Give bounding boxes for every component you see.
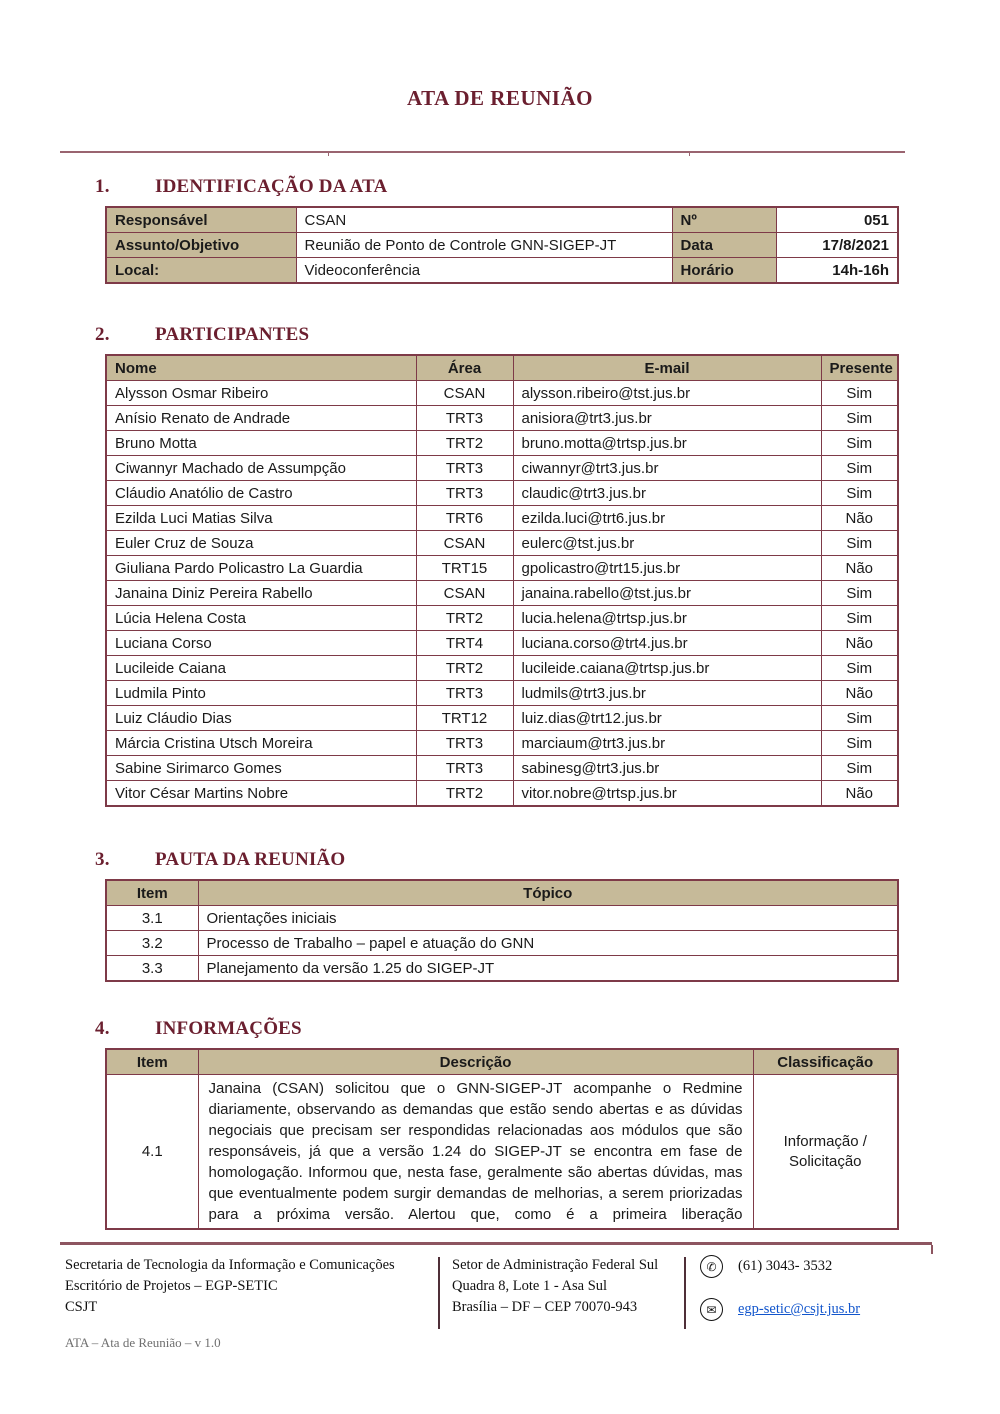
participant-name: Márcia Cristina Utsch Moreira: [106, 731, 416, 756]
field-value: Videoconferência: [296, 258, 672, 284]
participant-area: CSAN: [416, 531, 513, 556]
section-title: IDENTIFICAÇÃO DA ATA: [155, 176, 388, 197]
mail-icon: ✉: [700, 1298, 723, 1321]
participant-area: TRT3: [416, 456, 513, 481]
table-header-row: [106, 880, 898, 906]
participant-name: Janaina Diniz Pereira Rabello: [106, 581, 416, 606]
participant-present: Sim: [821, 531, 898, 556]
column-header-presente: Presente: [821, 355, 898, 381]
information-description: Janaina (CSAN) solicitou que o GNN-SIGEP-JT acompanhe o Redmine diariamente, observando as demandas que estão sendo abertas e as dúvidas negociais que precisam ser respondidas relacionadas aos módulos que são responsáveis, já que a versão 1.24 do SIGEP-JT se encontra em fase de homologação. Informou que, nesta fase, geralmente são abertas dúvidas, mas que eventualmente podem surgir demandas de melhorias, a serem priorizadas para a próxima versão. Alertou que, como é a primeira liberação: [198, 1075, 753, 1230]
participants-table: [105, 354, 899, 807]
field-value: 051: [776, 207, 898, 233]
participant-area: TRT3: [416, 481, 513, 506]
section-number: 1.: [95, 176, 110, 197]
participant-email: anisiora@trt3.jus.br: [513, 406, 821, 431]
footer-org-line: Secretaria de Tecnologia da Informação e Comunicações: [65, 1257, 395, 1273]
table-row: [106, 706, 898, 731]
table-row: [106, 906, 898, 931]
participant-area: TRT2: [416, 656, 513, 681]
participant-present: Sim: [821, 656, 898, 681]
participant-present: Sim: [821, 431, 898, 456]
section-title: PARTICIPANTES: [155, 324, 310, 345]
participant-name: Ludmila Pinto: [106, 681, 416, 706]
participant-name: Sabine Sirimarco Gomes: [106, 756, 416, 781]
field-label: Data: [672, 233, 776, 258]
participant-area: TRT15: [416, 556, 513, 581]
participant-area: TRT4: [416, 631, 513, 656]
participant-present: Sim: [821, 606, 898, 631]
agenda-topic: Orientações iniciais: [198, 906, 898, 931]
column-header-descricao: Descrição: [198, 1049, 753, 1075]
participant-present: Não: [821, 631, 898, 656]
participant-present: Sim: [821, 581, 898, 606]
participant-email: ciwannyr@trt3.jus.br: [513, 456, 821, 481]
section-title: PAUTA DA REUNIÃO: [155, 849, 346, 870]
table-row: [106, 631, 898, 656]
table-row: [106, 681, 898, 706]
participant-email: lucileide.caiana@trtsp.jus.br: [513, 656, 821, 681]
participant-present: Sim: [821, 381, 898, 406]
agenda-topic: Planejamento da versão 1.25 do SIGEP-JT: [198, 956, 898, 982]
participant-email: sabinesg@trt3.jus.br: [513, 756, 821, 781]
participant-email: gpolicastro@trt15.jus.br: [513, 556, 821, 581]
identification-table: [105, 206, 899, 284]
column-header-classificacao: Classificação: [753, 1049, 898, 1075]
table-row: [106, 781, 898, 807]
participant-present: Sim: [821, 706, 898, 731]
participant-present: Não: [821, 781, 898, 807]
column-header-topico: Tópico: [198, 880, 898, 906]
participant-area: TRT12: [416, 706, 513, 731]
footer-address-line: Setor de Administração Federal Sul: [452, 1257, 659, 1273]
table-header-row: [106, 1049, 898, 1075]
section-heading-identification: [95, 176, 1000, 198]
footer-phone-number: (61) 3043- 3532: [738, 1258, 833, 1274]
footer-email-link[interactable]: egp-setic@csjt.jus.br: [738, 1301, 861, 1317]
table-row: [106, 956, 898, 982]
footer-org-line: CSJT: [65, 1299, 98, 1315]
participant-area: TRT2: [416, 606, 513, 631]
section-title: INFORMAÇÕES: [155, 1018, 302, 1039]
participant-area: CSAN: [416, 581, 513, 606]
table-row: [106, 406, 898, 431]
participant-name: Anísio Renato de Andrade: [106, 406, 416, 431]
table-row: [106, 506, 898, 531]
agenda-table: [105, 879, 899, 982]
participant-name: Cláudio Anatólio de Castro: [106, 481, 416, 506]
agenda-item: 3.1: [106, 906, 198, 931]
footer-org-line: Escritório de Projetos – EGP-SETIC: [65, 1278, 278, 1294]
table-row: [106, 931, 898, 956]
table-row: [106, 258, 898, 284]
participant-name: Giuliana Pardo Policastro La Guardia: [106, 556, 416, 581]
participant-present: Sim: [821, 731, 898, 756]
footer-email-row: [700, 1298, 860, 1321]
participant-area: TRT2: [416, 781, 513, 807]
participant-email: bruno.motta@trtsp.jus.br: [513, 431, 821, 456]
participant-email: ezilda.luci@trt6.jus.br: [513, 506, 821, 531]
participant-present: Não: [821, 556, 898, 581]
field-value: 17/8/2021: [776, 233, 898, 258]
field-label: Assunto/Objetivo: [106, 233, 296, 258]
participant-email: luciana.corso@trt4.jus.br: [513, 631, 821, 656]
table-row: [106, 431, 898, 456]
section-heading-participants: [95, 324, 1000, 346]
participant-present: Sim: [821, 406, 898, 431]
table-row: [106, 606, 898, 631]
participant-present: Sim: [821, 481, 898, 506]
column-header-item: Item: [106, 1049, 198, 1075]
column-header-item: Item: [106, 880, 198, 906]
participant-email: eulerc@tst.jus.br: [513, 531, 821, 556]
table-row: [106, 531, 898, 556]
participant-present: Sim: [821, 456, 898, 481]
table-row: [106, 756, 898, 781]
participant-email: marciaum@trt3.jus.br: [513, 731, 821, 756]
participant-name: Euler Cruz de Souza: [106, 531, 416, 556]
information-table: [105, 1048, 899, 1230]
participant-name: Luciana Corso: [106, 631, 416, 656]
participant-area: TRT3: [416, 406, 513, 431]
participant-name: Bruno Motta: [106, 431, 416, 456]
section-number: 2.: [95, 324, 110, 345]
participant-present: Não: [821, 506, 898, 531]
table-row: [106, 731, 898, 756]
participant-area: TRT2: [416, 431, 513, 456]
participant-area: TRT6: [416, 506, 513, 531]
table-row: [106, 381, 898, 406]
footer-address: [440, 1255, 684, 1329]
participant-name: Lúcia Helena Costa: [106, 606, 416, 631]
participant-present: Sim: [821, 756, 898, 781]
document-version-note: ATA – Ata de Reunião – v 1.0: [65, 1335, 221, 1350]
participant-area: TRT3: [416, 681, 513, 706]
table-row: [106, 1075, 898, 1230]
participant-email: claudic@trt3.jus.br: [513, 481, 821, 506]
agenda-topic: Processo de Trabalho – papel e atuação do GNN: [198, 931, 898, 956]
section-heading-information: [95, 1018, 1000, 1040]
column-header-area: Área: [416, 355, 513, 381]
footer-organization: [65, 1255, 438, 1329]
table-row: [106, 581, 898, 606]
footer-phone-row: [700, 1255, 860, 1278]
field-value: 14h-16h: [776, 258, 898, 284]
table-row: [106, 556, 898, 581]
participant-name: Ciwannyr Machado de Assumpção: [106, 456, 416, 481]
information-item: 4.1: [106, 1075, 198, 1230]
field-value: Reunião de Ponto de Controle GNN-SIGEP-JT: [296, 233, 672, 258]
agenda-item: 3.2: [106, 931, 198, 956]
table-row: [106, 456, 898, 481]
section-number: 4.: [95, 1018, 110, 1039]
table-row: [106, 233, 898, 258]
participant-name: Ezilda Luci Matias Silva: [106, 506, 416, 531]
footer-address-line: Brasília – DF – CEP 70070-943: [452, 1299, 638, 1315]
participant-area: TRT3: [416, 731, 513, 756]
table-row: [106, 481, 898, 506]
footer-contact: [686, 1255, 860, 1329]
participant-name: Luiz Cláudio Dias: [106, 706, 416, 731]
section-number: 3.: [95, 849, 110, 870]
participant-present: Não: [821, 681, 898, 706]
participant-email: luiz.dias@trt12.jus.br: [513, 706, 821, 731]
participant-name: Vitor César Martins Nobre: [106, 781, 416, 807]
table-header-row: [106, 355, 898, 381]
table-row: [106, 207, 898, 233]
participant-email: vitor.nobre@trtsp.jus.br: [513, 781, 821, 807]
phone-icon: ✆: [700, 1255, 723, 1278]
field-label: Nº: [672, 207, 776, 233]
page-footer: [0, 1242, 1000, 1351]
page-title: ATA DE REUNIÃO: [407, 86, 593, 110]
footer-address-line: Quadra 8, Lote 1 - Asa Sul: [452, 1278, 608, 1294]
participant-name: Lucileide Caiana: [106, 656, 416, 681]
table-row: [106, 656, 898, 681]
column-header-nome: Nome: [106, 355, 416, 381]
field-label: Responsável: [106, 207, 296, 233]
participant-area: CSAN: [416, 381, 513, 406]
participant-name: Alysson Osmar Ribeiro: [106, 381, 416, 406]
participant-email: lucia.helena@trtsp.jus.br: [513, 606, 821, 631]
participant-area: TRT3: [416, 756, 513, 781]
participant-email: alysson.ribeiro@tst.jus.br: [513, 381, 821, 406]
agenda-item: 3.3: [106, 956, 198, 982]
footer-divider: [60, 1242, 932, 1245]
column-header-email: E-mail: [513, 355, 821, 381]
field-label: Horário: [672, 258, 776, 284]
information-classification: Informação / Solicitação: [753, 1075, 898, 1230]
field-value: CSAN: [296, 207, 672, 233]
field-label: Local:: [106, 258, 296, 284]
section-heading-agenda: [95, 849, 1000, 871]
participant-email: ludmils@trt3.jus.br: [513, 681, 821, 706]
title-divider: [60, 151, 905, 153]
participant-email: janaina.rabello@tst.jus.br: [513, 581, 821, 606]
